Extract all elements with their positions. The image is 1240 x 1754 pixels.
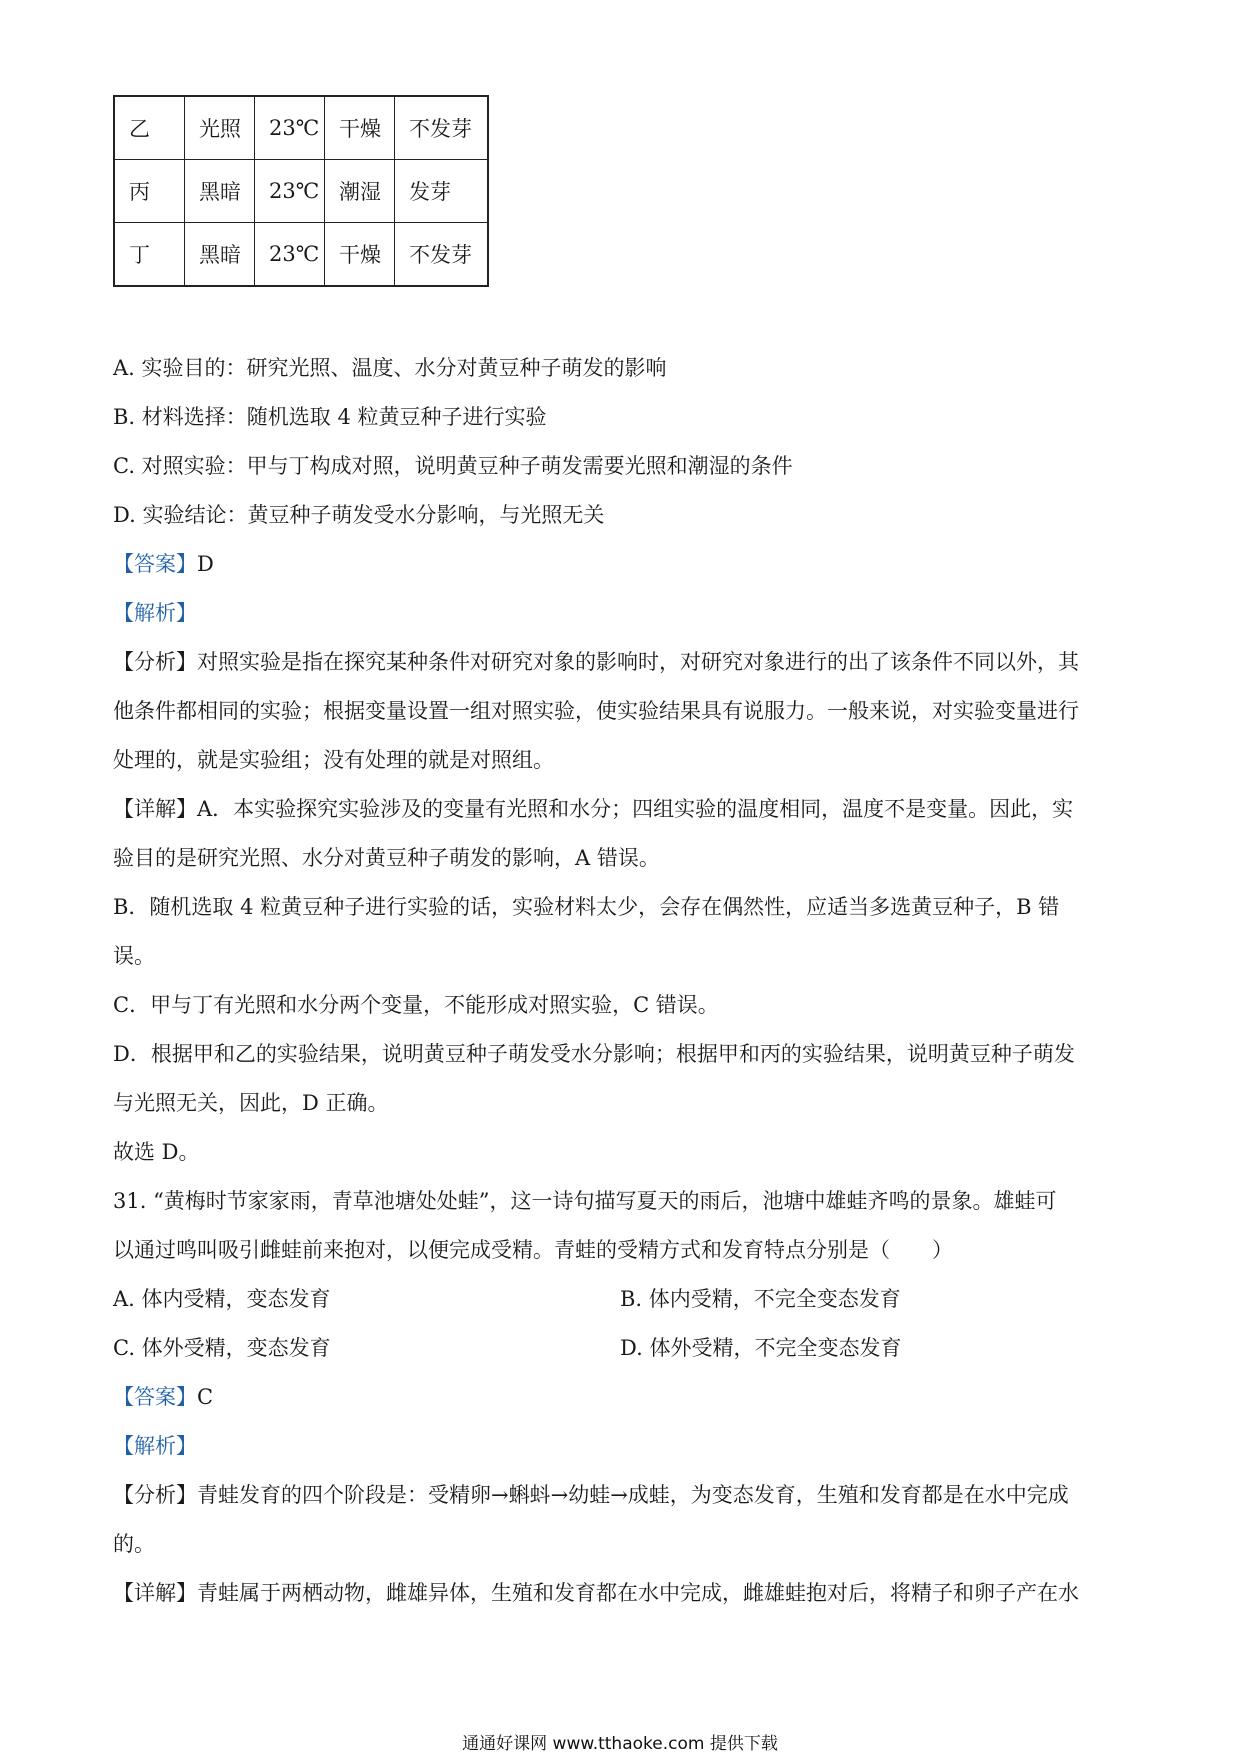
option-d: D. 实验结论：黄豆种子萌发受水分影响，与光照无关 <box>113 503 605 527</box>
table-cell: 23℃ <box>255 160 325 223</box>
option-d: D. 体外受精，不完全变态发育 <box>620 1336 902 1360</box>
detail-line: B．随机选取 4 粒黄豆种子进行实验的话，实验材料太少，会存在偶然性，应适当多选黄豆种子，B 错 <box>113 895 1060 919</box>
detail-line: 【详解】A．本实验探究实验涉及的变量有光照和水分；四组实验的温度相同，温度不是变量。因此，实 <box>113 797 1074 821</box>
table-cell: 黑暗 <box>185 160 255 223</box>
answer-label: 【答案】 <box>113 1385 197 1409</box>
detail-line: 验目的是研究光照、水分对黄豆种子萌发的影响，A 错误。 <box>113 846 660 870</box>
table-cell: 黑暗 <box>185 223 255 287</box>
answer-line <box>113 1383 1128 1411</box>
table-cell: 潮湿 <box>325 160 395 223</box>
detail-line: 故选 D。 <box>113 1140 200 1164</box>
table-cell: 丙 <box>114 160 185 223</box>
table-cell: 不发芽 <box>395 223 489 287</box>
table-cell: 发芽 <box>395 160 489 223</box>
analysis-line: 【分析】对照实验是指在探究某种条件对研究对象的影响时，对研究对象进行的出了该条件不同以外，其 <box>113 650 1079 674</box>
detail-line: 误。 <box>113 944 155 968</box>
analysis-line: 的。 <box>113 1532 155 1556</box>
table-row <box>114 96 488 160</box>
table-cell: 23℃ <box>255 96 325 160</box>
analysis-label: 【分析】 <box>113 650 197 674</box>
detail-label: 【详解】 <box>113 1581 197 1605</box>
answer-value: C <box>197 1385 214 1409</box>
table-cell: 干燥 <box>325 223 395 287</box>
detail-line: D．根据甲和乙的实验结果，说明黄豆种子萌发受水分影响；根据甲和丙的实验结果，说明黄豆种子萌发 <box>113 1042 1075 1066</box>
option-a: A. 体内受精，变态发育 <box>113 1287 331 1311</box>
analysis-line: 他条件都相同的实验；根据变量设置一组对照实验，使实验结果具有说服力。一般来说，对实验变量进行 <box>113 699 1079 723</box>
table-cell: 丁 <box>114 223 185 287</box>
detail-line: 【详解】青蛙属于两栖动物，雌雄异体，生殖和发育都在水中完成，雌雄蛙抱对后，将精子和卵子产在水 <box>113 1581 1079 1605</box>
option-b: B. 体内受精，不完全变态发育 <box>620 1287 901 1311</box>
analysis-line: 处理的，就是实验组；没有处理的就是对照组。 <box>113 748 554 772</box>
table-cell: 乙 <box>114 96 185 160</box>
question-stem: 以通过鸣叫吸引雌蛙前来抱对，以便完成受精。青蛙的受精方式和发育特点分别是（ ） <box>113 1238 953 1262</box>
table-cell: 光照 <box>185 96 255 160</box>
page-footer: 通通好课网 www.tthaoke.com 提供下载 <box>462 1734 778 1754</box>
analysis-label: 【分析】 <box>113 1483 197 1507</box>
answer-value: D <box>197 552 214 576</box>
table-cell: 23℃ <box>255 223 325 287</box>
detail-line: C．甲与丁有光照和水分两个变量，不能形成对照实验，C 错误。 <box>113 993 719 1017</box>
jiexi-label: 【解析】 <box>113 601 197 625</box>
answer-line <box>113 550 1128 578</box>
table-row <box>114 160 488 223</box>
table-cell: 干燥 <box>325 96 395 160</box>
option-b: B. 材料选择：随机选取 4 粒黄豆种子进行实验 <box>113 405 547 429</box>
table-row <box>114 223 488 287</box>
answer-label: 【答案】 <box>113 552 197 576</box>
option-c: C. 对照实验：甲与丁构成对照，说明黄豆种子萌发需要光照和潮湿的条件 <box>113 454 793 478</box>
jiexi-label: 【解析】 <box>113 1434 197 1458</box>
analysis-line: 【分析】青蛙发育的四个阶段是：受精卵→蝌蚪→幼蛙→成蛙，为变态发育，生殖和发育都是在水中完成 <box>113 1483 1069 1507</box>
option-c: C. 体外受精，变态发育 <box>113 1336 331 1360</box>
question-stem: 31. “黄梅时节家家雨，青草池塘处处蛙”，这一诗句描写夏天的雨后，池塘中雄蛙齐鸣的景象。雄蛙可 <box>113 1189 1057 1213</box>
detail-label: 【详解】 <box>113 797 197 821</box>
detail-line: 与光照无关，因此，D 正确。 <box>113 1091 389 1115</box>
experiment-table <box>113 95 489 287</box>
option-a: A. 实验目的：研究光照、温度、水分对黄豆种子萌发的影响 <box>113 356 667 380</box>
table-cell: 不发芽 <box>395 96 489 160</box>
